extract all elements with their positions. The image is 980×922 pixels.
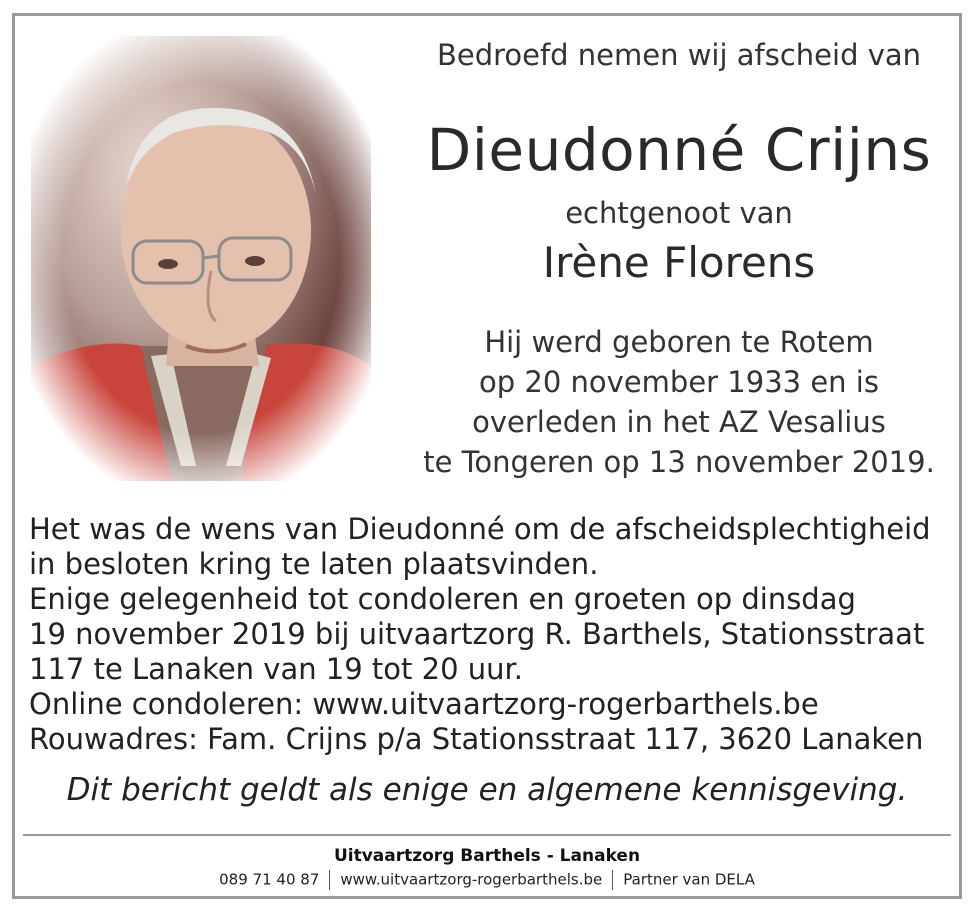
intro-text: Bedroefd nemen wij afscheid van	[436, 38, 922, 72]
birth-line: op 20 november 1933 en is	[479, 365, 879, 399]
footer-divider	[23, 834, 951, 836]
body-line: Enige gelegenheid tot condoleren en groeten op dinsdag	[29, 582, 856, 616]
funeral-home-name: Uitvaartzorg Barthels - Lanaken	[333, 846, 641, 866]
body-line: 19 november 2019 bij uitvaartzorg R. Barthels, Stationsstraat	[29, 617, 925, 651]
deceased-name: Dieudonné Crijns	[426, 116, 932, 184]
body-line: Online condoleren: www.uitvaartzorg-rogerbarthels.be	[29, 687, 819, 721]
footer-website: www.uitvaartzorg-rogerbarthels.be	[340, 870, 603, 889]
portrait-photo	[31, 36, 371, 481]
body-line: in besloten kring te laten plaatsvinden.	[29, 547, 599, 581]
footer-separator	[612, 870, 613, 890]
spouse-name: Irène Florens	[542, 238, 816, 287]
footer-separator	[329, 870, 330, 890]
birth-line: overleden in het AZ Vesalius	[472, 405, 886, 439]
birth-line: te Tongeren op 13 november 2019.	[423, 445, 935, 479]
body-line: Het was de wens van Dieudonné om de afscheidsplechtigheid	[29, 512, 931, 546]
footer-phone: 089 71 40 87	[219, 870, 320, 889]
spouse-label: echtgenoot van	[565, 196, 793, 230]
body-line: 117 te Lanaken van 19 tot 20 uur.	[29, 652, 523, 686]
birth-line: Hij werd geboren te Rotem	[484, 325, 874, 359]
birth-death-details	[405, 322, 953, 482]
footer-partner: Partner van DELA	[623, 870, 755, 889]
obituary-card	[12, 13, 962, 899]
footer-contact	[15, 870, 959, 890]
ceremony-details	[29, 512, 949, 757]
body-line: Rouwadres: Fam. Crijns p/a Stationsstraat 117, 3620 Lanaken	[29, 722, 924, 756]
general-notice: Dit bericht geldt als enige en algemene kennisgeving.	[66, 772, 908, 808]
